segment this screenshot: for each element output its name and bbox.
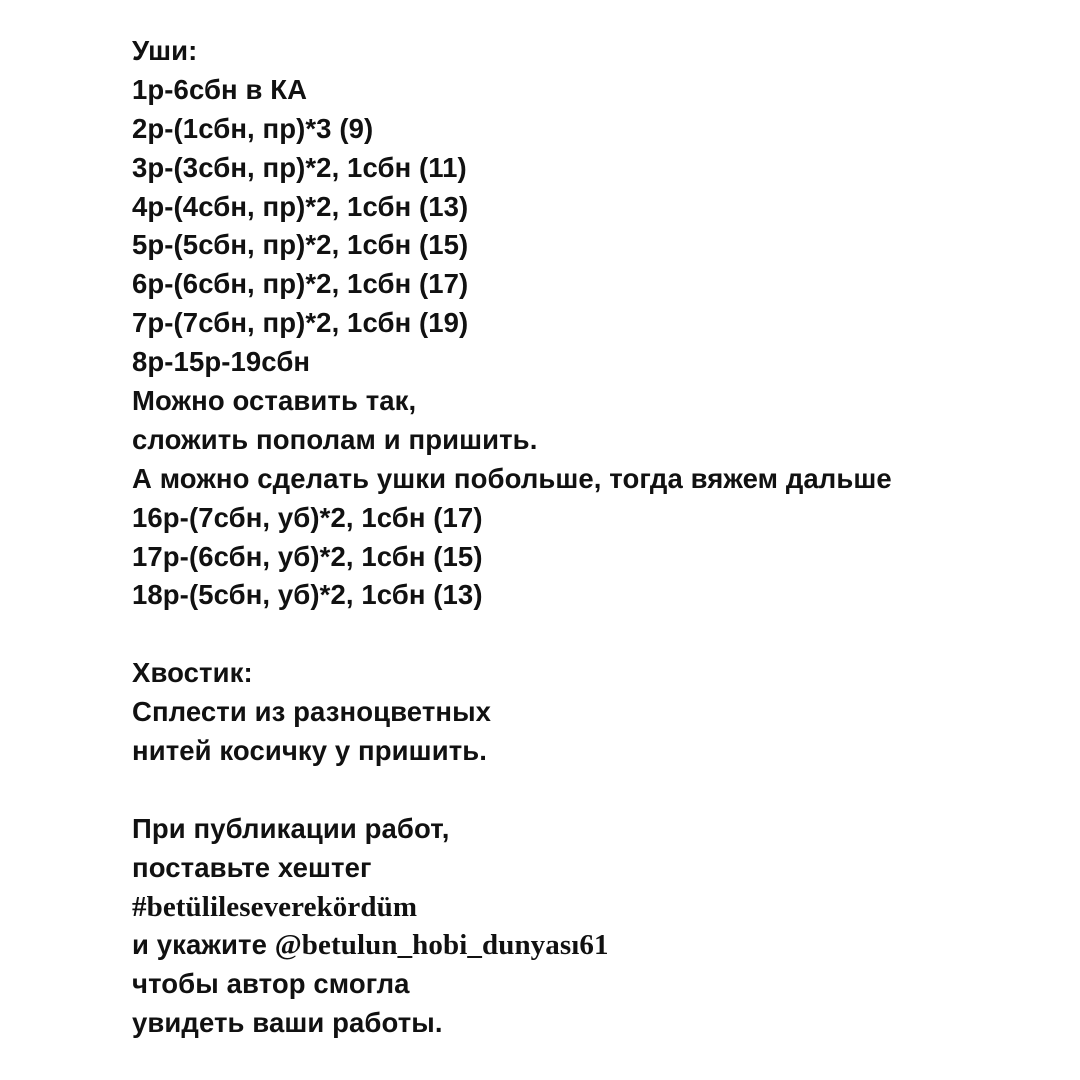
ears-row-8-15: 8р-15р-19сбн [132,346,311,378]
ears-row-5: 5р-(5сбн, пр)*2, 1сбн (15) [132,229,469,261]
mention-prefix: и укажите [132,929,275,961]
ears-row-6: 6р-(6сбн, пр)*2, 1сбн (17) [132,268,469,300]
tail-line-1: Сплести из разноцветных [132,696,492,728]
ears-row-1: 1р-6сбн в КА [132,73,308,105]
ears-title: Уши: [132,35,198,66]
ears-note-1: Можно оставить так, [132,385,417,417]
publication-line-1: При публикации работ, [132,812,450,844]
mention-handle: @betulun_hobi_dunyası61 [274,929,609,962]
hashtag: #betülileseverekördüm [132,890,418,923]
tail-line-2: нитей косичку у пришить. [132,735,488,767]
publication-line-5: увидеть ваши работы. [132,1007,443,1039]
ears-row-3: 3р-(3сбн, пр)*2, 1сбн (11) [132,151,467,183]
ears-row-2: 2р-(1сбн, пр)*3 (9) [132,112,374,144]
mention-line [132,926,1052,965]
publication-line-4: чтобы автор смогла [132,968,410,1000]
ears-row-4: 4р-(4сбн, пр)*2, 1сбн (13) [132,190,469,222]
ears-note-2: сложить пополам и пришить. [132,423,538,455]
ears-note-3: А можно сделать ушки побольше, тогда вяжем дальше [132,462,892,494]
section-spacer [132,771,1052,810]
section-spacer [132,615,1052,654]
ears-extra-row-17: 17р-(6сбн, уб)*2, 1сбн (15) [132,540,483,572]
ears-row-7: 7р-(7сбн, пр)*2, 1сбн (19) [132,307,469,339]
ears-extra-row-16: 16р-(7сбн, уб)*2, 1сбн (17) [132,501,483,533]
pattern-text [132,32,1052,1043]
ears-extra-row-18: 18р-(5сбн, уб)*2, 1сбн (13) [132,579,483,611]
publication-line-2: поставьте хештег [132,851,372,883]
tail-title: Хвостик: [132,657,253,689]
